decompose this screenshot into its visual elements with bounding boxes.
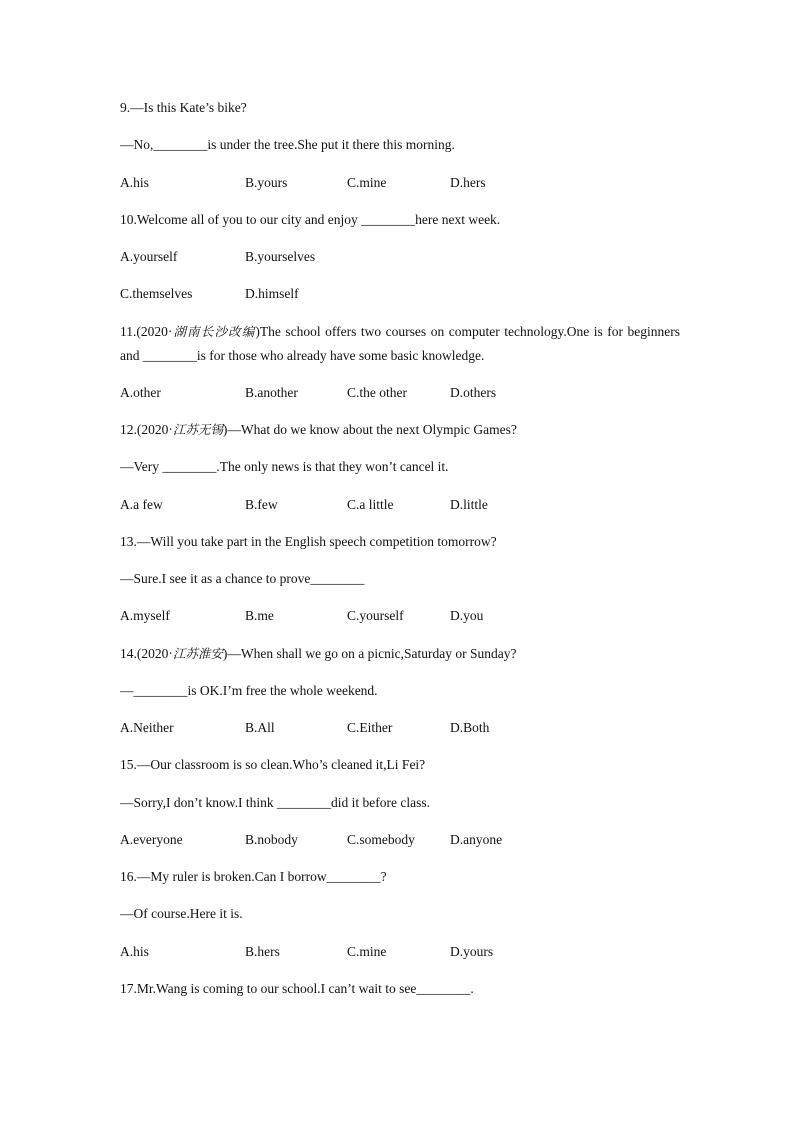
option-a: A.his [120,175,149,190]
question-11-options [120,383,680,403]
option-c: C.mine [347,944,387,959]
question-13-options [120,606,680,626]
option-d: D.little [450,497,488,512]
question-11-text: )The school offers two courses on computer technology.One is for beginners and ________is for those who already have some basic knowledge. [120,324,680,363]
question-15-stem: 15.—Our classroom is so clean.Who’s cleaned it,Li Fei? [120,757,426,772]
option-d: D.you [450,608,484,623]
question-12-source-tag: 江苏无锡 [172,422,223,437]
option-a: A.a few [120,497,163,512]
option-c: C.the other [347,385,407,400]
question-9-reply: —No,________is under the tree.She put it there this morning. [120,137,455,152]
option-d: D.Both [450,720,490,735]
option-a: A.his [120,944,149,959]
question-15-options [120,830,680,850]
option-b: B.few [245,497,278,512]
option-d: D.others [450,385,497,400]
option-a: A.Neither [120,720,174,735]
question-12-options [120,495,680,515]
option-b: B.hers [245,944,280,959]
option-a: A.myself [120,608,170,623]
question-14-reply: —________is OK.I’m free the whole weekend. [120,683,378,698]
option-a: A.everyone [120,832,183,847]
question-10-stem: 10.Welcome all of you to our city and enjoy ________here next week. [120,212,501,227]
question-14-source-tag: 江苏淮安 [172,646,223,661]
option-c: C.a little [347,497,394,512]
question-10-options-row2 [120,284,680,304]
option-c: C.Either [347,720,393,735]
option-a: A.yourself [120,249,178,264]
question-14-text: )—When shall we go on a picnic,Saturday or Sunday? [222,646,517,661]
question-16-stem: 16.—My ruler is broken.Can I borrow________? [120,869,387,884]
option-d: D.himself [245,286,299,301]
option-b: B.me [245,608,274,623]
option-b: B.nobody [245,832,298,847]
option-c: C.mine [347,175,387,190]
question-12-stem [120,418,680,442]
question-9-options [120,173,680,193]
option-b: B.All [245,720,275,735]
question-14-options [120,718,680,738]
option-d: D.anyone [450,832,503,847]
question-13-reply: —Sure.I see it as a chance to prove________ [120,571,365,586]
option-d: D.hers [450,175,486,190]
question-13-stem: 13.—Will you take part in the English speech competition tomorrow? [120,534,497,549]
option-b: B.yours [245,175,288,190]
question-9-stem: 9.—Is this Kate’s bike? [120,100,247,115]
question-12-reply: —Very ________.The only news is that they won’t cancel it. [120,459,449,474]
question-16-options [120,942,680,962]
option-b: B.yourselves [245,249,316,264]
question-17-stem: 17.Mr.Wang is coming to our school.I can’t wait to see________. [120,981,474,996]
question-11-number: 11.(2020· [120,324,173,339]
question-11-source-tag: 湖南长沙改编 [172,324,256,339]
question-14-number: 14.(2020· [120,646,173,661]
question-11-stem [120,320,680,368]
option-c: C.yourself [347,608,404,623]
option-d: D.yours [450,944,494,959]
question-12-text: )—What do we know about the next Olympic Games? [222,422,517,437]
option-c: C.somebody [347,832,415,847]
option-a: A.other [120,385,161,400]
option-c: C.themselves [120,286,193,301]
question-16-reply: —Of course.Here it is. [120,906,243,921]
question-12-number: 12.(2020· [120,422,173,437]
option-b: B.another [245,385,298,400]
question-15-reply: —Sorry,I don’t know.I think ________did it before class. [120,795,430,810]
question-14-stem [120,642,680,666]
question-10-options-row1 [120,247,680,267]
